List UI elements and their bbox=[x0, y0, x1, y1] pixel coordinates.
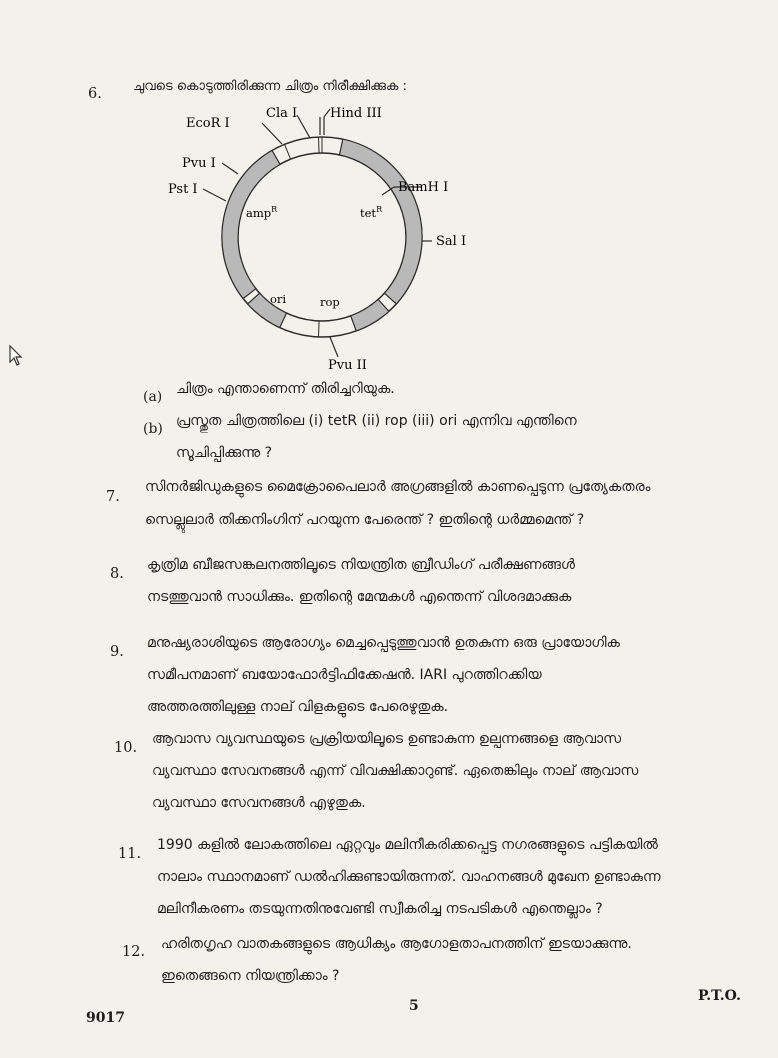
question-9-line1: മനുഷ്യരാശിയുടെ ആരോഗ്യം മെച്ചപ്പെടുത്തുവാൻ ഉതകുന്ന ഒരു പ്രായോഗിക bbox=[147, 635, 620, 651]
question-6a-text: ചിത്രം എന്താണെന്ന് തിരിച്ചറിയുക. bbox=[176, 381, 395, 397]
pvu2-pointer bbox=[330, 337, 338, 357]
amp-segment bbox=[222, 150, 280, 298]
cla1-pointer bbox=[297, 115, 310, 138]
question-7-number: 7. bbox=[106, 489, 120, 505]
ecor1-label: EcoR I bbox=[186, 116, 230, 131]
question-10-line1: ആവാസ വ്യവസ്ഥയുടെ പ്രക്രിയയിലൂടെ ഉണ്ടാകുന്ന ഉല്പന്നങ്ങളെ ആവാസ bbox=[152, 731, 622, 747]
plasmid-diagram bbox=[150, 95, 490, 380]
mouse-pointer-icon bbox=[8, 344, 24, 368]
segment-divider bbox=[285, 144, 291, 159]
segment-divider bbox=[319, 137, 320, 153]
amp-label: amp$^R$ bbox=[246, 205, 278, 220]
question-11-line1: 1990 കളിൽ ലോകത്തിലെ ഏറ്റവും മലിനീകരിക്കപ്പെട്ട നഗരങ്ങളുടെ പട്ടികയിൽ bbox=[157, 837, 658, 853]
page-number: 5 bbox=[409, 998, 419, 1014]
question-10-number: 10. bbox=[114, 740, 138, 756]
question-8-line1: കൃത്രിമ ബീജസങ്കലനത്തിലൂടെ നിയന്ത്രിത ബ്രീഡിംഗ് പരീക്ഷണങ്ങൾ bbox=[147, 557, 575, 573]
pvu1-label: Pvu I bbox=[182, 156, 216, 171]
question-6-number: 6. bbox=[88, 86, 102, 102]
bamh1-label: BamH I bbox=[398, 180, 449, 195]
question-6b-line2: സൂചിപ്പിക്കുന്നു ? bbox=[176, 445, 273, 461]
question-11-line2: നാലാം സ്ഥാനമാണ് ഡൽഹിക്കുണ്ടായിരുന്നത്. വാഹനങ്ങൾ മുഖേന ഉണ്ടാകുന്ന bbox=[157, 869, 661, 885]
rop-segment bbox=[351, 299, 389, 331]
pvu1-pointer bbox=[222, 163, 238, 174]
ori-label: ori bbox=[270, 292, 287, 306]
rop-label: rop bbox=[320, 295, 340, 309]
please-turn-over: P.T.O. bbox=[698, 988, 741, 1004]
question-12-number: 12. bbox=[122, 944, 146, 960]
paper-code: 9017 bbox=[86, 1010, 125, 1026]
pst1-label: Pst I bbox=[168, 182, 198, 197]
question-9-line3: അത്തരത്തിലുള്ള നാല് വിളകളുടെ പേരെഴുതുക. bbox=[147, 699, 449, 715]
question-6a-label: (a) bbox=[143, 389, 163, 405]
ecor1-pointer bbox=[262, 123, 282, 144]
sal1-label: Sal I bbox=[436, 234, 467, 249]
segment-divider bbox=[319, 321, 320, 337]
question-12-line1: ഹരിതഗൃഹ വാതകങ്ങളുടെ ആധിക്യം ആഗോളതാപനത്തിന് ഇടയാക്കുന്നു. bbox=[161, 936, 632, 952]
question-8-number: 8. bbox=[110, 566, 124, 582]
question-7-line1: സിനർജിഡുകളുടെ മൈക്രോപൈലാർ അഗ്രങ്ങളിൽ കാണപ്പെടുന്ന പ്രത്യേകതരം bbox=[145, 479, 651, 495]
hind3-label: Hind III bbox=[330, 106, 382, 121]
question-9-line2: സമീപനമാണ് ബയോഫോർട്ടിഫിക്കേഷൻ. IARI പുറത്തിറക്കിയ bbox=[147, 667, 542, 683]
pst1-pointer bbox=[203, 189, 226, 201]
question-7-line2: സെല്ലുലാർ തിക്കനിംഗിന് പറയുന്ന പേരെന്ത് ? ഇതിന്റെ ധർമ്മമെന്ത് ? bbox=[145, 512, 585, 528]
question-10-line2: വ്യവസ്ഥാ സേവനങ്ങൾ എന്ന് വിവക്ഷിക്കാറുണ്ട്. ഏതെങ്കിലും നാല് ആവാസ bbox=[152, 763, 639, 779]
cla1-label: Cla I bbox=[266, 106, 298, 121]
question-6b-line1: പ്രസ്തുത ചിത്രത്തിലെ (i) tetR (ii) rop (iii) ori എന്നിവ എന്തിനെ bbox=[176, 413, 577, 429]
tet-segment bbox=[339, 139, 422, 304]
question-6b-label: (b) bbox=[143, 421, 163, 437]
question-6-text: ചുവടെ കൊടുത്തിരിക്കുന്ന ചിത്രം നിരീക്ഷിക്കുക : bbox=[133, 79, 407, 94]
question-8-line2: നടത്തുവാൻ സാധിക്കും. ഇതിന്റെ മേന്മകൾ എന്തെന്ന് വിശദമാക്കുക bbox=[147, 589, 572, 605]
question-11-number: 11. bbox=[118, 846, 142, 862]
question-12-line2: ഇതെങ്ങനെ നിയന്ത്രിക്കാം ? bbox=[161, 968, 340, 984]
pvu2-label: Pvu II bbox=[328, 358, 367, 373]
question-9-number: 9. bbox=[110, 644, 124, 660]
question-11-line3: മലിനീകരണം തടയുന്നതിനുവേണ്ടി സ്വീകരിച്ച നടപടികൾ എന്തെല്ലാം ? bbox=[157, 901, 603, 917]
tet-label: tet$^R$ bbox=[360, 205, 383, 220]
question-10-line3: വ്യവസ്ഥാ സേവനങ്ങൾ എഴുതുക. bbox=[152, 795, 366, 811]
